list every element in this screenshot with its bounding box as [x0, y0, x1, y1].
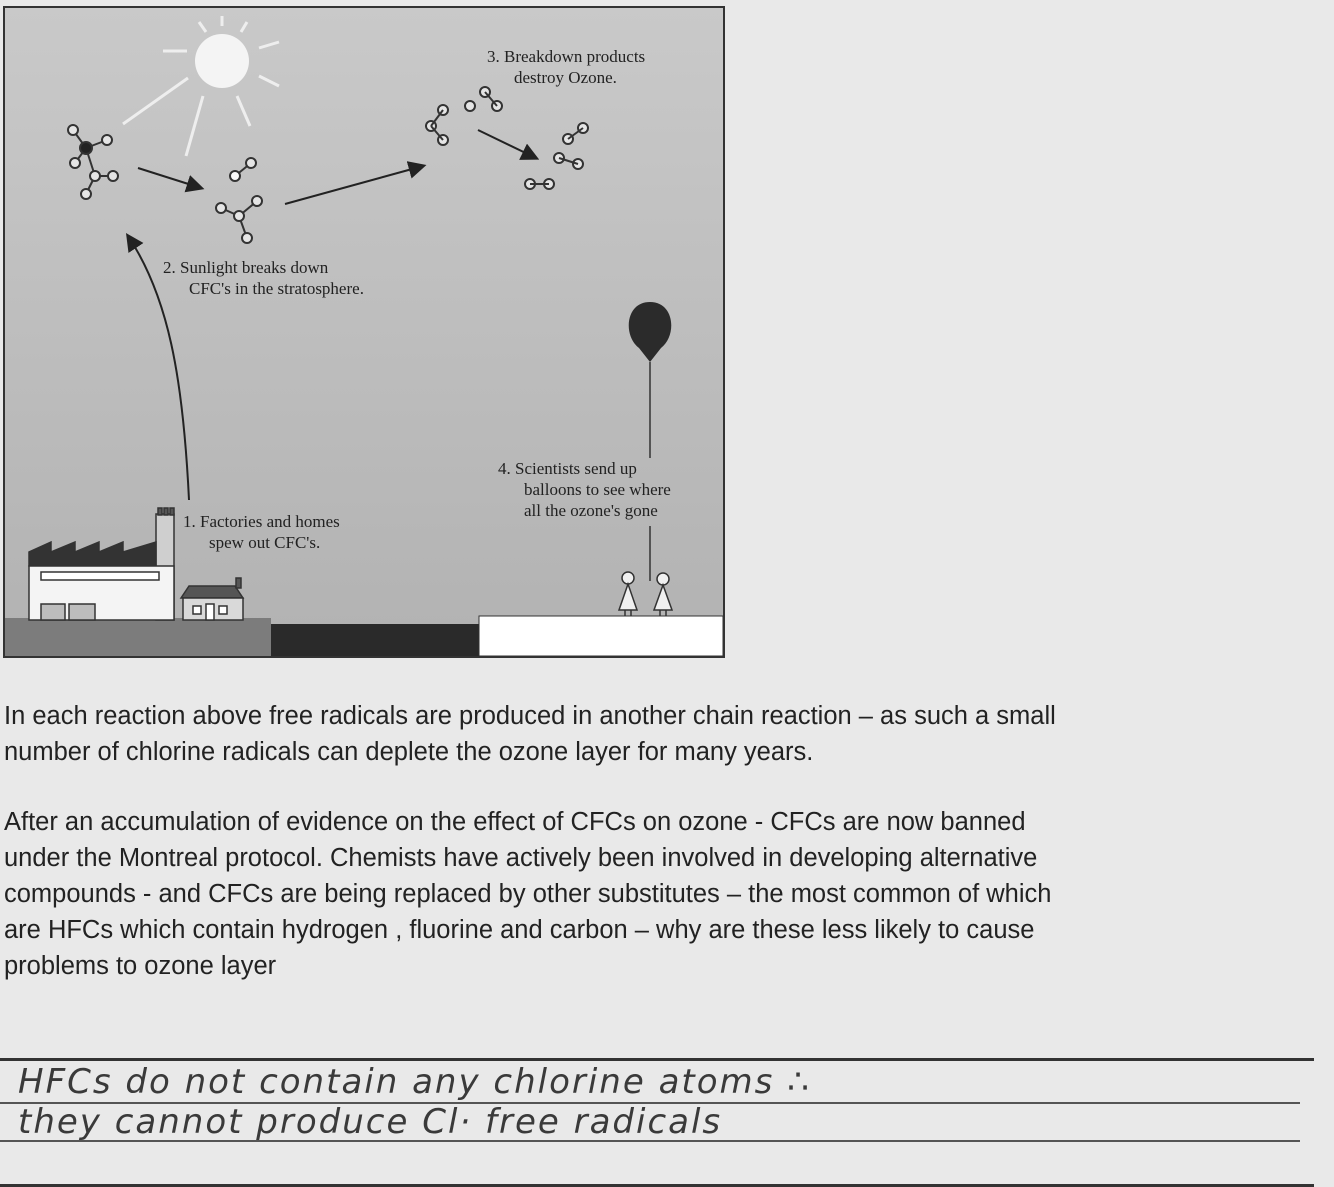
handwritten-answer-line2: they cannot produce Cl· free radicals [18, 1102, 723, 1142]
step2-label-line1: 2. Sunlight breaks down [163, 258, 329, 277]
ground [5, 618, 271, 656]
paragraph-line: number of chlorine radicals can deplete the ozone layer for many years. [4, 738, 814, 766]
step4-label-line2: balloons to see where [524, 480, 671, 499]
paragraph-line: are HFCs which contain hydrogen , fluorine and carbon – why are these less likely to cause [4, 916, 1035, 944]
paragraph-line: In each reaction above free radicals are produced in another chain reaction – as such a small [4, 702, 1056, 730]
paragraph-line: After an accumulation of evidence on the effect of CFCs on ozone - CFCs are now banned [4, 808, 1026, 836]
step4-label-line1: 4. Scientists send up [498, 459, 637, 478]
step3-label-line2: destroy Ozone. [514, 68, 617, 87]
ground [479, 616, 723, 656]
step1-label-line1: 1. Factories and homes [183, 512, 340, 531]
ground [271, 624, 479, 656]
answer-rule [0, 1058, 1314, 1061]
ozone-depletion-diagram [3, 6, 725, 658]
step2-label-line2: CFC's in the stratosphere. [189, 279, 364, 298]
step4-label-line3: all the ozone's gone [524, 501, 658, 520]
paragraph-line: under the Montreal protocol. Chemists have actively been involved in developing alternative [4, 844, 1038, 872]
step3-label-line1: 3. Breakdown products [487, 47, 646, 66]
handwritten-answer-line1: HFCs do not contain any chlorine atoms ∴ [18, 1062, 811, 1102]
paragraph-question [4, 804, 1314, 984]
paragraph-chain-reaction [4, 698, 1314, 770]
paragraph-line: compounds - and CFCs are being replaced by other substitutes – the most common of which [4, 880, 1052, 908]
paragraph-line: problems to ozone layer [4, 952, 277, 980]
step1-label-line2: spew out CFC's. [209, 533, 321, 552]
